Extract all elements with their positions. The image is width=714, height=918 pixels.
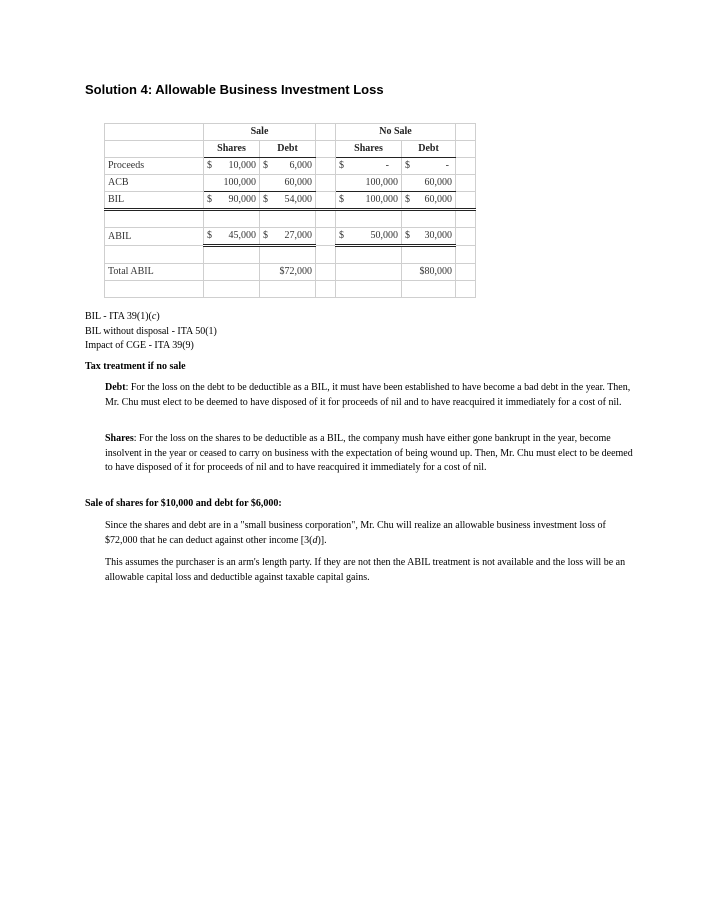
table-row — [105, 281, 476, 298]
cell-value: $ 27,000 — [260, 228, 316, 246]
group-header-no-sale: No Sale — [336, 124, 456, 141]
row-label: ACB — [105, 175, 204, 192]
cell-value: 100,000 — [204, 175, 260, 192]
table-row — [105, 175, 476, 192]
table-row — [105, 141, 476, 158]
total-no-sale: $80,000 — [402, 264, 456, 281]
section-heading-no-sale: Tax treatment if no sale — [85, 361, 186, 372]
paragraph-debt: Debt: For the loss on the debt to be deductible as a BIL, it must have been established to have become a bad debt in the year. Then, Mr. Chu must elect to be deemed to have disposed of it for proceeds of nil and to have reacquired it immediately for a cost of nil. — [105, 382, 631, 408]
col-header-debt: Debt — [402, 141, 456, 158]
table-row — [105, 246, 476, 264]
row-label: ABIL — [105, 228, 204, 246]
abil-table — [104, 123, 476, 298]
table-row — [105, 158, 476, 175]
references — [85, 310, 217, 354]
cell-value: $ 30,000 — [402, 228, 456, 246]
paragraph-sale: Since the shares and debt are in a "small business corporation", Mr. Chu will realize an allowable business investment loss of $72,000 that he can deduct against other income [3(d)]. — [105, 520, 606, 546]
page-title: Solution 4: Allowable Business Investment Loss — [85, 82, 384, 97]
cell-value: $ 54,000 — [260, 192, 316, 210]
cell-value: 60,000 — [260, 175, 316, 192]
row-label: Proceeds — [105, 158, 204, 175]
reference-line: BIL without disposal - ITA 50(1) — [85, 325, 217, 337]
table-row — [105, 228, 476, 246]
cell-value: $ 45,000 — [204, 228, 260, 246]
paragraph-arms-length: This assumes the purchaser is an arm's length party. If they are not then the ABIL treatment is not available and the loss will be an allowable capital loss and deductible against taxable capital gains. — [105, 557, 626, 583]
group-header-sale: Sale — [204, 124, 316, 141]
col-header-shares: Shares — [336, 141, 402, 158]
cell-value: $ 6,000 — [260, 158, 316, 175]
table-row — [105, 192, 476, 210]
table-row — [105, 124, 476, 141]
col-header-debt: Debt — [260, 141, 316, 158]
col-header-shares: Shares — [204, 141, 260, 158]
reference-line: BIL - ITA 39(1)(c) — [85, 311, 160, 322]
cell-value: 100,000 — [336, 175, 402, 192]
cell-value: $ - — [336, 158, 402, 175]
cell-value: $ 50,000 — [336, 228, 402, 246]
cell-value: $ 90,000 — [204, 192, 260, 210]
section-heading-sale: Sale of shares for $10,000 and debt for $6,000: — [85, 498, 282, 509]
paragraph-shares: Shares: For the loss on the shares to be deductible as a BIL, the company mush have either gone bankrupt in the year, become insolvent in the year or ceased to carry on business with the expectation of being wound up. Then, Mr. Chu must elect to be deemed to have disposed of it for proceeds of nil and to have reacquired it immediately for a cost of nil. — [105, 433, 633, 473]
reference-line: Impact of CGE - ITA 39(9) — [85, 340, 194, 351]
cell-value: $ 100,000 — [336, 192, 402, 210]
cell-value: $ - — [402, 158, 456, 175]
row-label: Total ABIL — [105, 264, 204, 281]
cell-value: $ 60,000 — [402, 192, 456, 210]
cell-value: $ 10,000 — [204, 158, 260, 175]
table-row — [105, 210, 476, 228]
cell-value: 60,000 — [402, 175, 456, 192]
table-row — [105, 264, 476, 281]
row-label: BIL — [105, 192, 204, 210]
total-sale: $72,000 — [260, 264, 316, 281]
